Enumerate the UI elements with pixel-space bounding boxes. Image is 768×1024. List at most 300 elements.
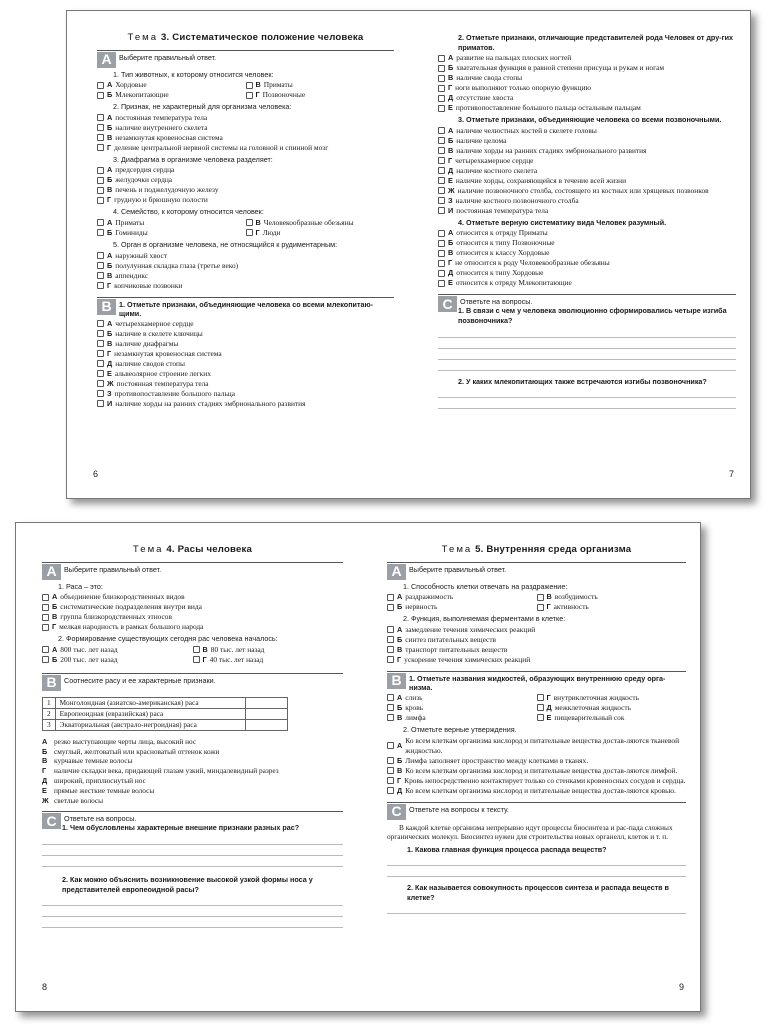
answer-option[interactable] [438,136,736,146]
checkbox[interactable] [387,777,394,784]
trait-letter: Г [42,766,47,776]
option-letter: В [448,145,454,155]
question: 4. Отметьте верную систематику вида Человек разумный. [458,217,667,227]
option-text: межклеточная жидкость [554,702,631,712]
answer-option[interactable] [438,278,736,288]
answer-option[interactable] [387,713,537,723]
answer-option[interactable] [97,228,246,238]
trait-item [42,766,343,776]
checkbox[interactable] [537,714,544,721]
answer-option[interactable] [97,195,394,205]
section-heading: Ответьте на вопросы к тексту. [409,804,509,814]
option-text: группа близкородственных этносов [60,612,172,622]
checkbox[interactable] [42,624,49,631]
option-text: наличие хорды на ранних стадиях эмбрионального развития [456,145,647,155]
option-letter: Ж [107,378,114,388]
option-letter: Б [397,755,403,765]
answer-line[interactable] [438,338,736,349]
page-number: 8 [42,982,48,993]
answer-option[interactable] [97,399,394,409]
title-text: Внутренняя среда организма [486,544,632,555]
checkbox[interactable] [438,230,445,237]
checkbox[interactable] [387,714,394,721]
answer-option[interactable] [387,635,686,645]
option-letter: Е [448,278,453,288]
answer-option[interactable] [97,281,394,291]
answer-option[interactable] [97,185,394,195]
checkbox[interactable] [97,360,104,367]
option-text: относится к отряду Млекопитающие [455,278,572,288]
answer-option[interactable] [387,756,686,766]
option-text: наличие в скелете ключицы [115,328,203,338]
option-text: лимфа [405,712,426,722]
answer-option[interactable] [97,80,246,90]
option-text: постоянная температура тела [116,378,209,388]
option-text: наружный хвост [115,250,168,260]
answer-option[interactable] [438,63,736,73]
checkbox[interactable] [438,260,445,267]
checkbox[interactable] [42,594,49,601]
answer-option[interactable] [97,349,394,359]
checkbox[interactable] [246,229,253,236]
answer-option[interactable] [42,602,343,612]
answer-line[interactable] [438,349,736,360]
title-number: 5. [475,544,484,555]
option-letter: Б [107,90,113,100]
section-heading: 1. Отметьте названия жидкостей, образующих внутреннюю среду орга-низма. [409,673,666,693]
option-text: Позвоночные [262,90,306,100]
answer-line[interactable] [387,855,686,866]
checkbox[interactable] [387,626,394,633]
checkbox[interactable] [97,390,104,397]
option-letter: А [448,228,454,238]
checkbox[interactable] [387,767,394,774]
answer-option[interactable] [97,175,394,185]
checkbox[interactable] [438,137,445,144]
answer-option[interactable] [42,655,193,665]
option-letter: А [107,318,113,328]
option-text: Ко всем клеткам организма кислород и питательные вещества достав-ляются кровью. [405,785,676,795]
option-letter: И [107,398,113,408]
section-c [387,802,686,820]
checkbox[interactable] [97,114,104,121]
option-letter: Б [448,63,454,73]
checkbox[interactable] [387,646,394,653]
options-list [97,218,394,238]
option-letter: Д [448,93,454,103]
answer-option[interactable] [387,592,537,602]
answer-option[interactable] [438,258,736,268]
option-letter: В [107,132,113,142]
option-letter: В [255,217,261,227]
answer-option[interactable] [438,206,736,216]
checkbox[interactable] [97,92,104,99]
option-text: Лимфа заполняет пространство между клетками в тканях. [405,755,589,765]
checkbox[interactable] [246,82,253,89]
section-heading: Соотнесите расу и ее характерные признаки. [64,675,216,685]
checkbox[interactable] [438,240,445,247]
option-letter: А [448,53,454,63]
checkbox[interactable] [42,604,49,611]
answer-option[interactable] [97,379,394,389]
checkbox[interactable] [438,207,445,214]
answer-option[interactable] [193,645,344,655]
answer-option[interactable] [97,251,394,261]
answer-option[interactable] [438,196,736,206]
option-text: наличие костного позвоночного столба [455,195,579,205]
option-letter: А [107,80,113,90]
answer-option[interactable] [438,53,736,63]
checkbox[interactable] [438,167,445,174]
answer-option[interactable] [438,176,736,186]
trait-letter: Б [42,746,48,756]
answer-option[interactable] [438,248,736,258]
checkbox[interactable] [97,282,104,289]
section-letter: A [387,564,406,580]
checkbox[interactable] [387,787,394,794]
checkbox[interactable] [97,144,104,151]
answer-option[interactable] [438,166,736,176]
answer-option[interactable] [97,359,394,369]
answer-line[interactable] [387,866,686,877]
answer-line[interactable] [438,398,736,409]
checkbox[interactable] [97,400,104,407]
checkbox[interactable] [537,694,544,701]
answer-option[interactable] [387,655,686,665]
option-text: Гоминиды [115,227,148,237]
trait-letter: Е [42,785,47,795]
page-8 [16,523,359,1011]
title-text: Систематическое положение человека [172,32,364,43]
answer-option[interactable] [246,90,395,100]
workbook-spread-top [66,10,751,499]
answer-option[interactable] [387,776,686,786]
page-6 [67,11,410,498]
checkbox[interactable] [387,757,394,764]
checkbox[interactable] [97,229,104,236]
option-letter: Ж [448,185,455,195]
answer-option[interactable] [97,123,394,133]
checkbox[interactable] [438,197,445,204]
trait-text: прямые жесткие темные волосы [54,785,155,795]
checkbox[interactable] [97,340,104,347]
answer-option[interactable] [97,369,394,379]
trait-text: наличие складки века, придающей глазам узкий, миндалевидный разрез [54,766,279,776]
option-letter: Г [107,348,112,358]
answer-option[interactable] [42,622,343,632]
answer-option[interactable] [438,126,736,136]
checkbox[interactable] [97,177,104,184]
answer-line[interactable] [42,834,343,845]
answer-option[interactable] [246,80,395,90]
title-text: Расы человека [177,544,253,555]
option-text: Ко всем клеткам организма кислород и питательные вещества достав-ляются лимфой. [405,765,678,775]
trait-text: резко выступающие черты лица, высокий нос [54,736,197,746]
option-letter: А [107,165,113,175]
option-text: активность [553,602,589,612]
page-number: 6 [93,469,99,480]
option-letter: В [448,248,454,258]
answer-option[interactable] [97,389,394,399]
page-number: 7 [728,469,734,480]
answer-option[interactable] [97,165,394,175]
checkbox[interactable] [193,646,200,653]
option-letter: В [448,73,454,83]
checkbox[interactable] [438,280,445,287]
answer-option[interactable] [537,693,687,703]
row-number: 2 [43,708,56,719]
question: 2. Признак, не характерный для организма человека: [113,102,292,112]
checkbox[interactable] [387,636,394,643]
question: 3. Диафрагма в организме человека разделяет: [113,154,273,164]
option-letter: Д [448,268,454,278]
option-letter: Г [448,155,453,165]
answer-option[interactable] [97,113,394,123]
section-heading: Ответьте на вопросы. [460,297,533,307]
checkbox[interactable] [438,250,445,257]
answer-option[interactable] [438,83,736,93]
option-text: наличие внутреннего скелета [115,122,208,132]
answer-option[interactable] [97,90,246,100]
checkbox[interactable] [387,656,394,663]
answer-line[interactable] [438,327,736,338]
option-text: аппендикс [115,270,149,280]
race-name: Монголоидная (азиатско-американская) раса [55,697,245,708]
answer-option[interactable] [438,186,736,196]
answer-option[interactable] [537,602,687,612]
answer-option[interactable] [438,268,736,278]
checkbox[interactable] [438,187,445,194]
checkbox[interactable] [97,320,104,327]
option-text: наличие диафрагмы [115,338,179,348]
answer-line[interactable] [387,903,686,914]
answer-line[interactable] [42,856,343,867]
answer-option[interactable] [537,713,687,723]
option-text: замедление течения химических реакций [405,624,536,634]
options-list [387,592,686,612]
answer-option[interactable] [97,271,394,281]
checkbox[interactable] [97,370,104,377]
answer-line[interactable] [438,360,736,371]
checkbox[interactable] [387,594,394,601]
checkbox[interactable] [438,95,445,102]
checkbox[interactable] [42,646,49,653]
answer-option[interactable] [97,143,394,153]
answer-option[interactable] [97,261,394,271]
answer-line[interactable] [438,387,736,398]
answer-option[interactable] [387,602,537,612]
checkbox[interactable] [97,134,104,141]
answer-option[interactable] [438,93,736,103]
option-text: постоянная температура тела [115,112,208,122]
option-letter: Д [397,785,403,795]
answer-option[interactable] [387,736,686,756]
question: 2. У каких млекопитающих также встречаются изгибы позвоночника? [458,376,707,386]
option-text: наличие хорды, сохраняющейся в течение всей жизни [455,175,627,185]
option-letter: Д [546,702,552,712]
checkbox[interactable] [97,219,104,226]
section-b [387,671,686,693]
option-letter: Г [546,692,551,702]
checkbox[interactable] [438,127,445,134]
checkbox[interactable] [246,219,253,226]
options-list [438,126,736,216]
checkbox[interactable] [193,656,200,663]
option-text: ноги выполняют только опорную функцию [455,83,592,93]
checkbox[interactable] [438,105,445,112]
question: 4. Семейство, к которому относится человек: [113,207,264,217]
option-text: относится к отряду Приматы [456,228,548,238]
answer-line[interactable] [42,906,343,917]
option-text: возбудимость [554,592,598,602]
section-letter: B [387,673,406,689]
option-text: четырехкамерное сердце [115,318,194,328]
options-list [438,228,736,288]
question: 2. Формирование существующих сегодня рас человека началось: [58,634,278,644]
checkbox[interactable] [97,197,104,204]
checkbox[interactable] [537,604,544,611]
option-text: Кровь непосредственно контактирует только со стенками кровеносных сосудов и сердца. [404,775,686,785]
checkbox[interactable] [97,262,104,269]
checkbox[interactable] [42,614,49,621]
checkbox[interactable] [97,252,104,259]
checkbox[interactable] [387,694,394,701]
answer-option[interactable] [97,319,394,329]
option-letter: В [255,80,261,90]
answer-option[interactable] [438,146,736,156]
answer-option[interactable] [193,655,344,665]
option-text: относится к типу Хордовые [456,268,544,278]
option-letter: Г [448,83,453,93]
answer-line[interactable] [42,917,343,928]
checkbox[interactable] [438,55,445,62]
question: 1. В связи с чем у человека эволюционно сформировались четыре изгиба позвоночника? [458,306,727,325]
answer-option[interactable] [438,238,736,248]
answer-option[interactable] [42,645,193,655]
answer-line[interactable] [42,895,343,906]
checkbox[interactable] [97,124,104,131]
checkbox[interactable] [537,704,544,711]
answer-cell[interactable] [245,719,287,730]
answer-option[interactable] [537,703,687,713]
answer-option[interactable] [42,592,343,602]
checkbox[interactable] [97,380,104,387]
checkbox[interactable] [438,177,445,184]
answer-option[interactable] [246,218,395,228]
answer-option[interactable] [97,218,246,228]
section-letter: B [97,299,116,315]
answer-cell[interactable] [245,697,287,708]
option-letter: А [107,112,113,122]
section-b [42,673,343,691]
title-word: Тема [441,544,473,555]
table-row [43,708,288,719]
answer-option[interactable] [97,339,394,349]
answer-option[interactable] [387,766,686,776]
answer-option[interactable] [246,228,395,238]
checkbox[interactable] [438,157,445,164]
answer-option[interactable] [537,592,687,602]
answer-option[interactable] [97,133,394,143]
race-table [42,697,288,731]
checkbox[interactable] [97,82,104,89]
option-text: пищеварительный сок [554,712,625,722]
option-letter: А [107,217,113,227]
option-letter: В [397,712,403,722]
option-text: объединение близкородственных видов [60,592,185,602]
answer-cell[interactable] [245,708,287,719]
section-a [97,50,394,68]
answer-option[interactable] [387,703,537,713]
option-letter: Г [255,227,260,237]
answer-option[interactable] [438,73,736,83]
checkbox[interactable] [42,656,49,663]
answer-option[interactable] [42,612,343,622]
checkbox[interactable] [97,272,104,279]
answer-option[interactable] [438,103,736,113]
checkbox[interactable] [97,187,104,194]
option-text: Ко всем клеткам организма кислород и питательные вещества достав-ляются тканевой жидкостью. [405,735,680,755]
checkbox[interactable] [438,147,445,154]
option-text: Человекообразные обезьяны [263,217,354,227]
checkbox[interactable] [387,604,394,611]
section-letter: C [387,804,406,820]
checkbox[interactable] [438,270,445,277]
question: 2. Отметьте признаки, отличающие представителей рода Человек от дру-гих приматов. [458,33,734,52]
answer-option[interactable] [387,786,686,796]
option-text: желудочки сердца [115,175,173,185]
answer-option[interactable] [387,693,537,703]
checkbox[interactable] [387,704,394,711]
row-number: 3 [43,719,56,730]
answer-option[interactable] [97,329,394,339]
option-letter: З [107,388,112,398]
option-letter: Г [202,654,207,664]
checkbox[interactable] [246,92,253,99]
options-list [97,251,394,291]
checkbox[interactable] [438,75,445,82]
option-text: четырехкамерное сердце [455,155,534,165]
checkbox[interactable] [387,742,394,749]
answer-option[interactable] [387,625,686,635]
answer-option[interactable] [387,645,686,655]
option-text: не относится к роду Человекообразные обезьяны [455,258,610,268]
checkbox[interactable] [537,594,544,601]
trait-item [42,776,343,786]
checkbox[interactable] [438,65,445,72]
trait-item [42,737,343,747]
trait-item [42,786,343,796]
checkbox[interactable] [438,85,445,92]
option-text: мелкая народность в рамках большого народа [59,622,204,632]
section-a [42,562,343,580]
answer-line[interactable] [42,845,343,856]
option-text: альвеолярное строение легких [114,368,211,378]
page-7 [410,11,752,498]
option-text: отсутствие хвоста [456,93,514,103]
option-text: полулунная складка глаза (третье веко) [115,260,239,270]
checkbox[interactable] [97,167,104,174]
answer-option[interactable] [438,156,736,166]
option-text: наличие целома [456,135,507,145]
page-title [42,545,343,555]
option-text: деление центральной нервной системы на головной и спинной мозг [114,142,329,152]
checkbox[interactable] [97,350,104,357]
checkbox[interactable] [97,330,104,337]
question: 2. Отметьте верные утверждения. [403,724,517,734]
answer-option[interactable] [438,228,736,238]
option-letter: Б [52,602,58,612]
